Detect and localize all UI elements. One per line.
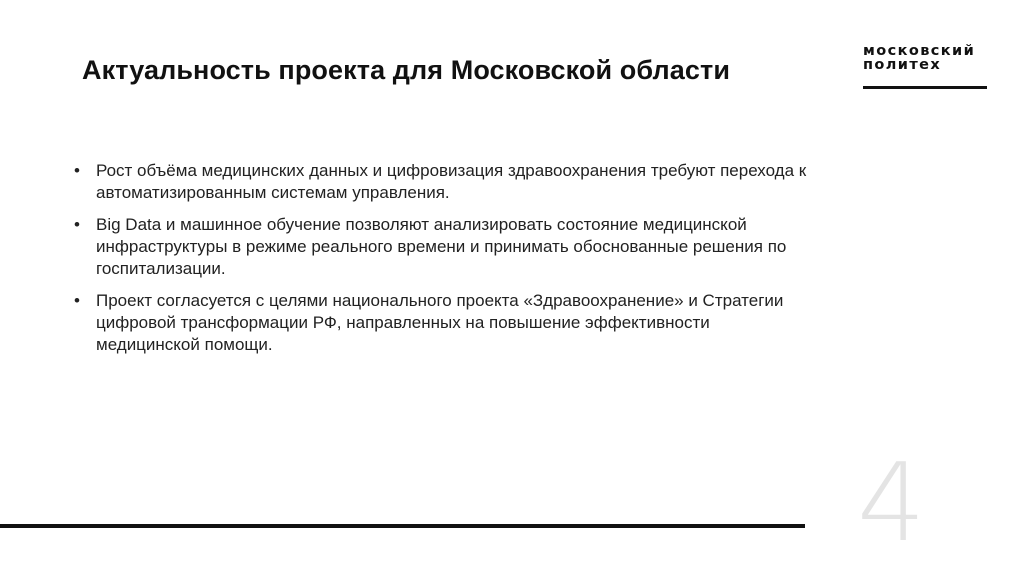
- page-number: 4: [857, 441, 926, 566]
- bullet-marker: •: [74, 215, 80, 234]
- logo-text-line1: московский: [863, 43, 976, 59]
- bottom-divider: [0, 524, 805, 528]
- bullet-marker: •: [74, 161, 80, 180]
- bullet-item: [72, 290, 812, 356]
- bullet-text: Проект согласуется с целями национального проекта «Здравоохранение» и Стратегии цифровой трансформации РФ, направленных на повышение эффективности медицинской помощи.: [96, 291, 784, 354]
- bullet-text: Big Data и машинное обучение позволяют анализировать состояние медицинской инфраструктуры в режиме реального времени и принимать обоснованные решения по госпитализации.: [96, 215, 787, 278]
- bullet-item: [72, 160, 812, 204]
- bullet-text: Рост объёма медицинских данных и цифровизация здравоохранения требуют перехода к автоматизированным системам управления.: [96, 161, 807, 202]
- bullet-item: [72, 214, 812, 280]
- university-logo: [863, 43, 987, 91]
- bullet-marker: •: [74, 291, 80, 310]
- logo-text-line2: политех: [863, 57, 942, 73]
- bullet-list: [72, 160, 812, 366]
- logo-underline: [863, 86, 987, 89]
- slide-title: Актуальность проекта для Московской области: [82, 55, 731, 85]
